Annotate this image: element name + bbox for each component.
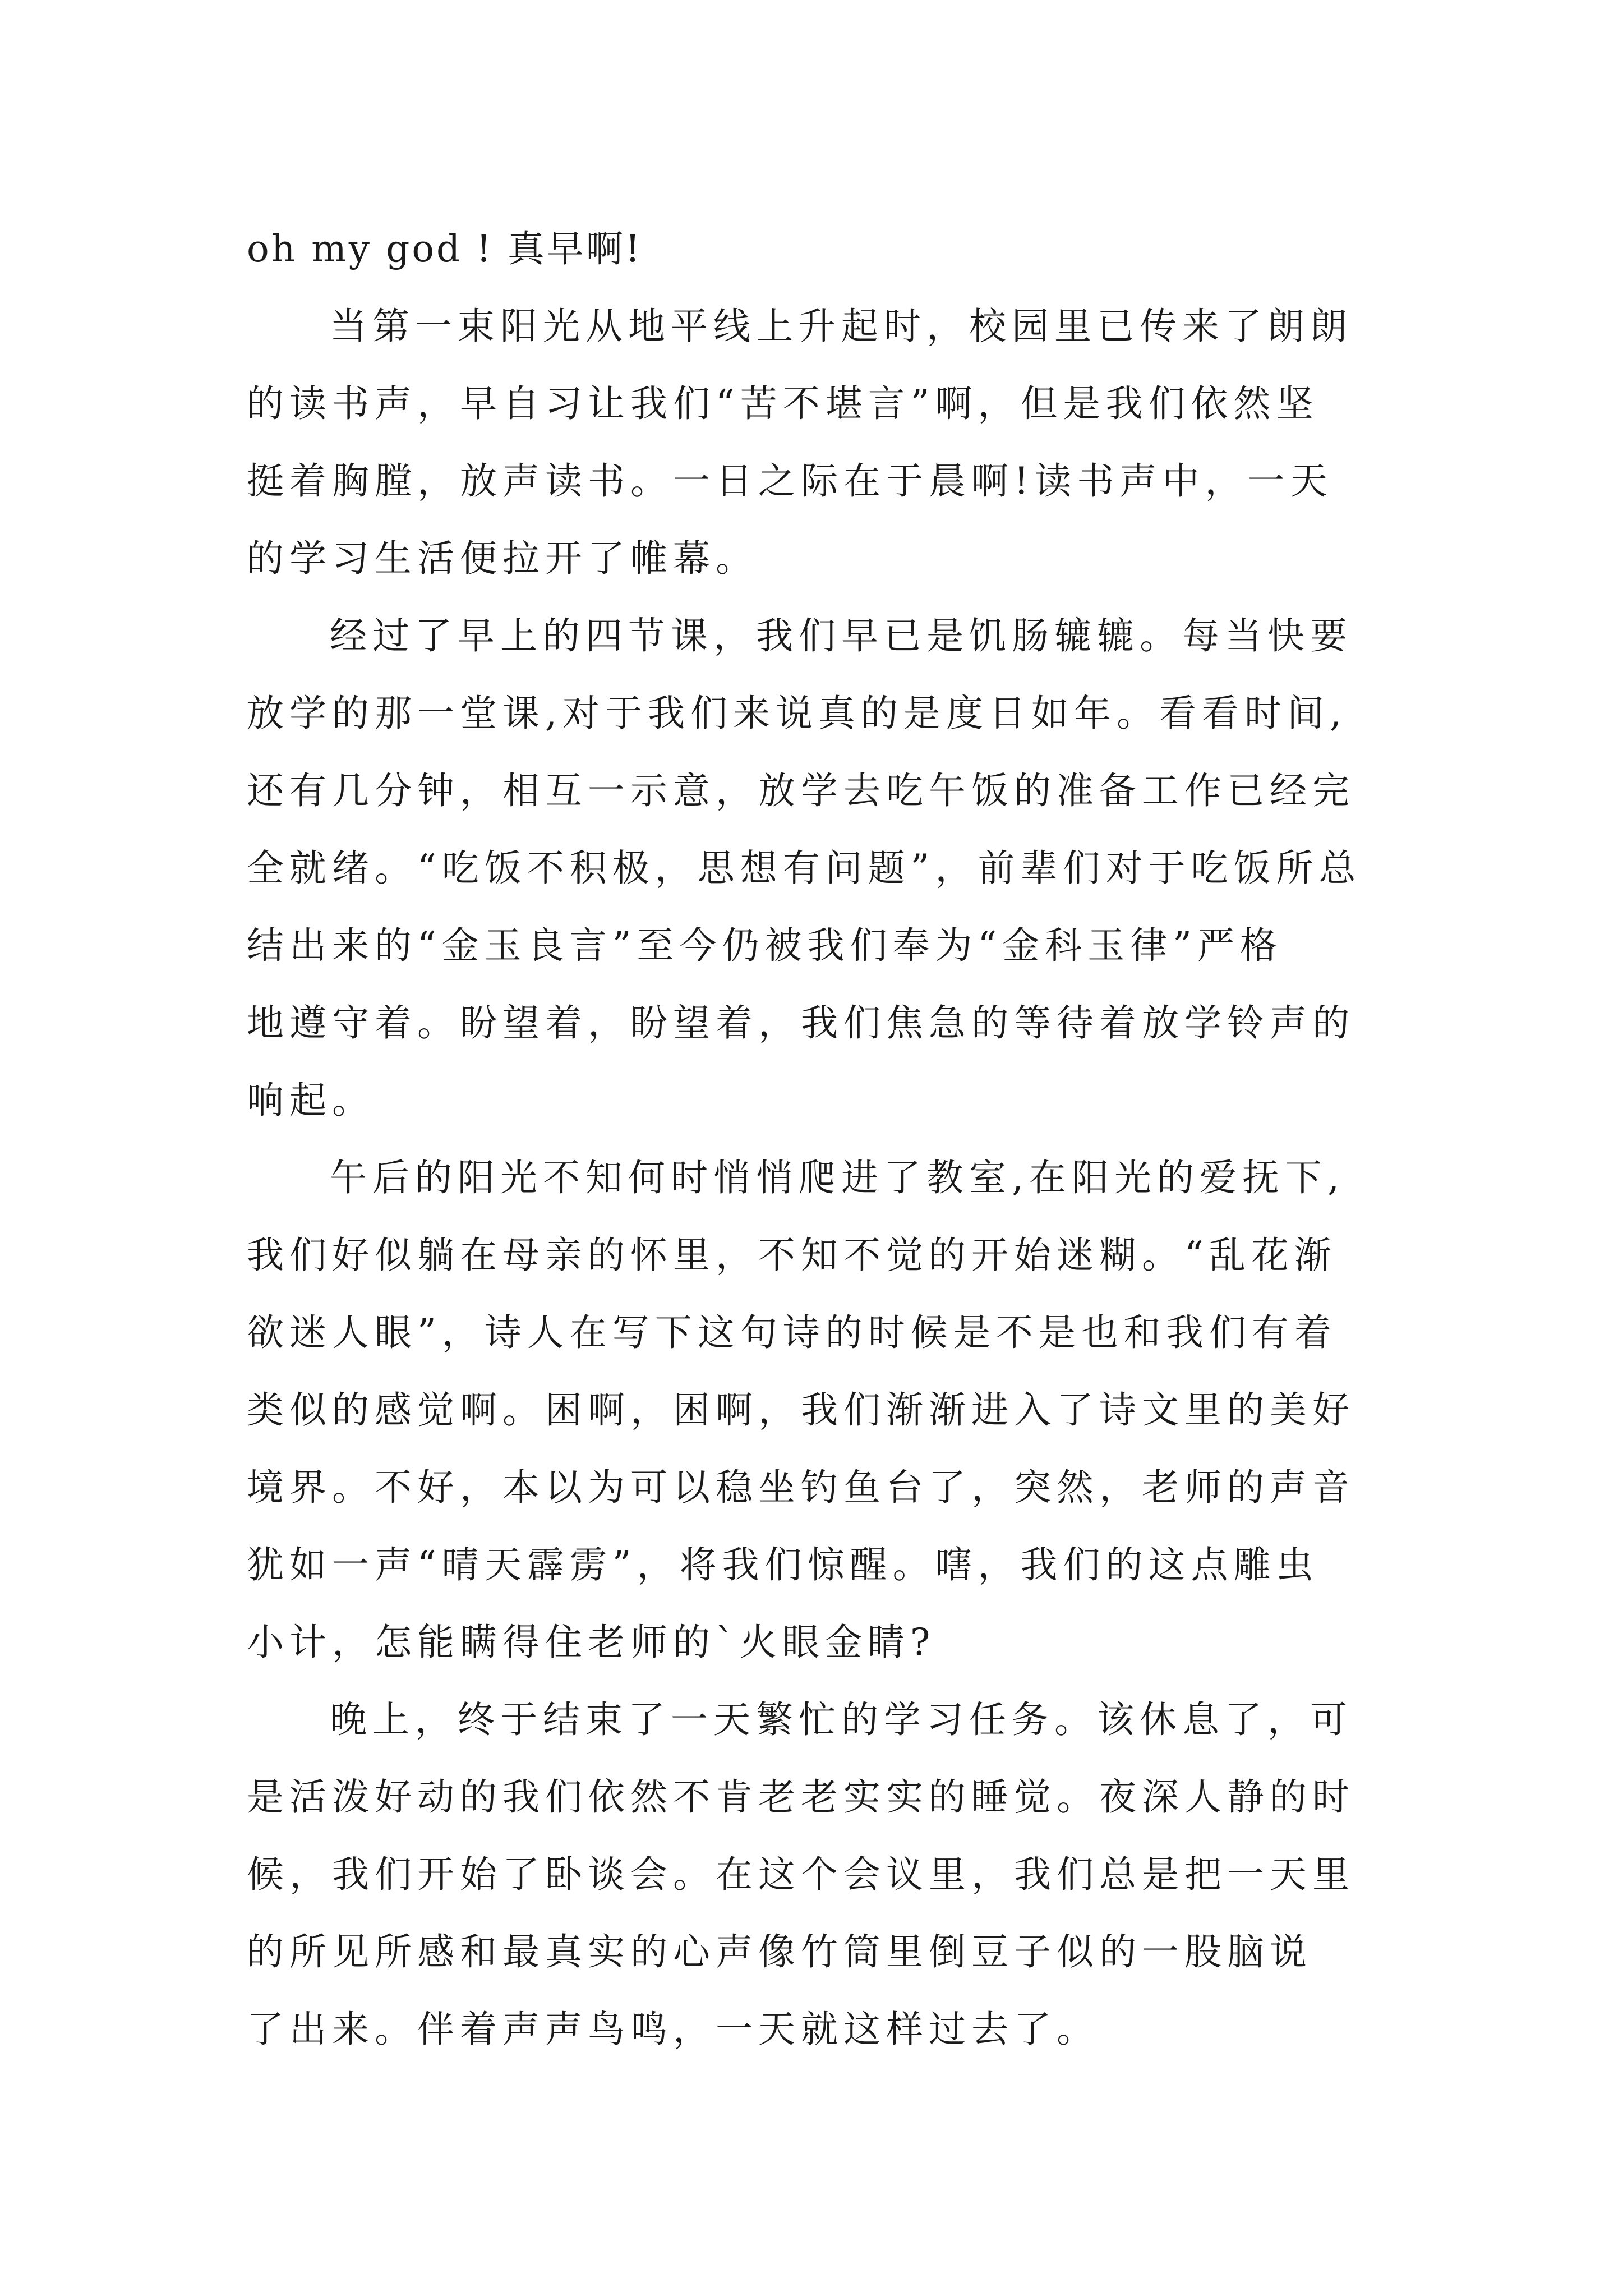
text-line: 我们好似躺在母亲的怀里，不知不觉的开始迷糊。“乱花渐 bbox=[247, 1234, 1337, 1277]
text-line: 欲迷人眼”，诗人在写下这句诗的时候是不是也和我们有着 bbox=[247, 1311, 1337, 1354]
text-line: 境界。不好，本以为可以稳坐钓鱼台了，突然，老师的声音 bbox=[247, 1466, 1355, 1509]
text-line: 当第一束阳光从地平线上升起时，校园里已传来了朗朗 bbox=[330, 305, 1353, 348]
text-line: 小计，怎能瞒得住老师的`火眼金睛? bbox=[247, 1621, 936, 1664]
paragraph-4 bbox=[247, 1681, 1396, 2068]
text-line: 的学习生活便拉开了帷幕。 bbox=[247, 537, 758, 580]
text-line: 全就绪。“吃饭不积极，思想有问题”，前辈们对于吃饭所总 bbox=[247, 846, 1362, 890]
text-line: 午后的阳光不知何时悄悄爬进了教室,在阳光的爱抚下, bbox=[330, 1156, 1345, 1199]
text-line: 晚上，终于结束了一天繁忙的学习任务。该休息了，可 bbox=[330, 1698, 1353, 1741]
text-line: 放学的那一堂课,对于我们来说真的是度日如年。看看时间, bbox=[247, 692, 1347, 735]
text-line: 地遵守着。盼望着，盼望着，我们焦急的等待着放学铃声的 bbox=[247, 1001, 1355, 1045]
text-line: 候，我们开始了卧谈会。在这个会议里，我们总是把一天里 bbox=[247, 1853, 1355, 1896]
text-line: 的读书声，早自习让我们“苦不堪言”啊，但是我们依然坚 bbox=[247, 382, 1319, 425]
text-line: 经过了早上的四节课，我们早已是饥肠辘辘。每当快要 bbox=[330, 614, 1353, 657]
paragraph-3 bbox=[247, 1139, 1396, 1681]
paragraph-1 bbox=[247, 288, 1396, 597]
paragraph-2 bbox=[247, 597, 1396, 1139]
document-body bbox=[247, 210, 1396, 2068]
text-line: 挺着胸膛，放声读书。一日之际在于晨啊!读书声中，一天 bbox=[247, 459, 1333, 503]
text-line: 响起。 bbox=[247, 1079, 375, 1122]
text-line: 犹如一声“晴天霹雳”，将我们惊醒。嗐，我们的这点雕虫 bbox=[247, 1543, 1319, 1586]
text-line: 还有几分钟，相互一示意，放学去吃午饭的准备工作已经完 bbox=[247, 769, 1355, 812]
text-line: 的所见所感和最真实的心声像竹筒里倒豆子似的一股脑说 bbox=[247, 1930, 1312, 1973]
text-line: 了出来。伴着声声鸟鸣，一天就这样过去了。 bbox=[247, 2008, 1099, 2051]
opening-line: oh my god ! 真早啊! bbox=[247, 227, 643, 270]
text-line: 类似的感觉啊。困啊，困啊，我们渐渐进入了诗文里的美好 bbox=[247, 1388, 1355, 1432]
text-line: 是活泼好动的我们依然不肯老老实实的睡觉。夜深人静的时 bbox=[247, 1775, 1355, 1819]
text-line: 结出来的“金玉良言”至今仍被我们奉为“金科玉律”严格 bbox=[247, 924, 1283, 967]
